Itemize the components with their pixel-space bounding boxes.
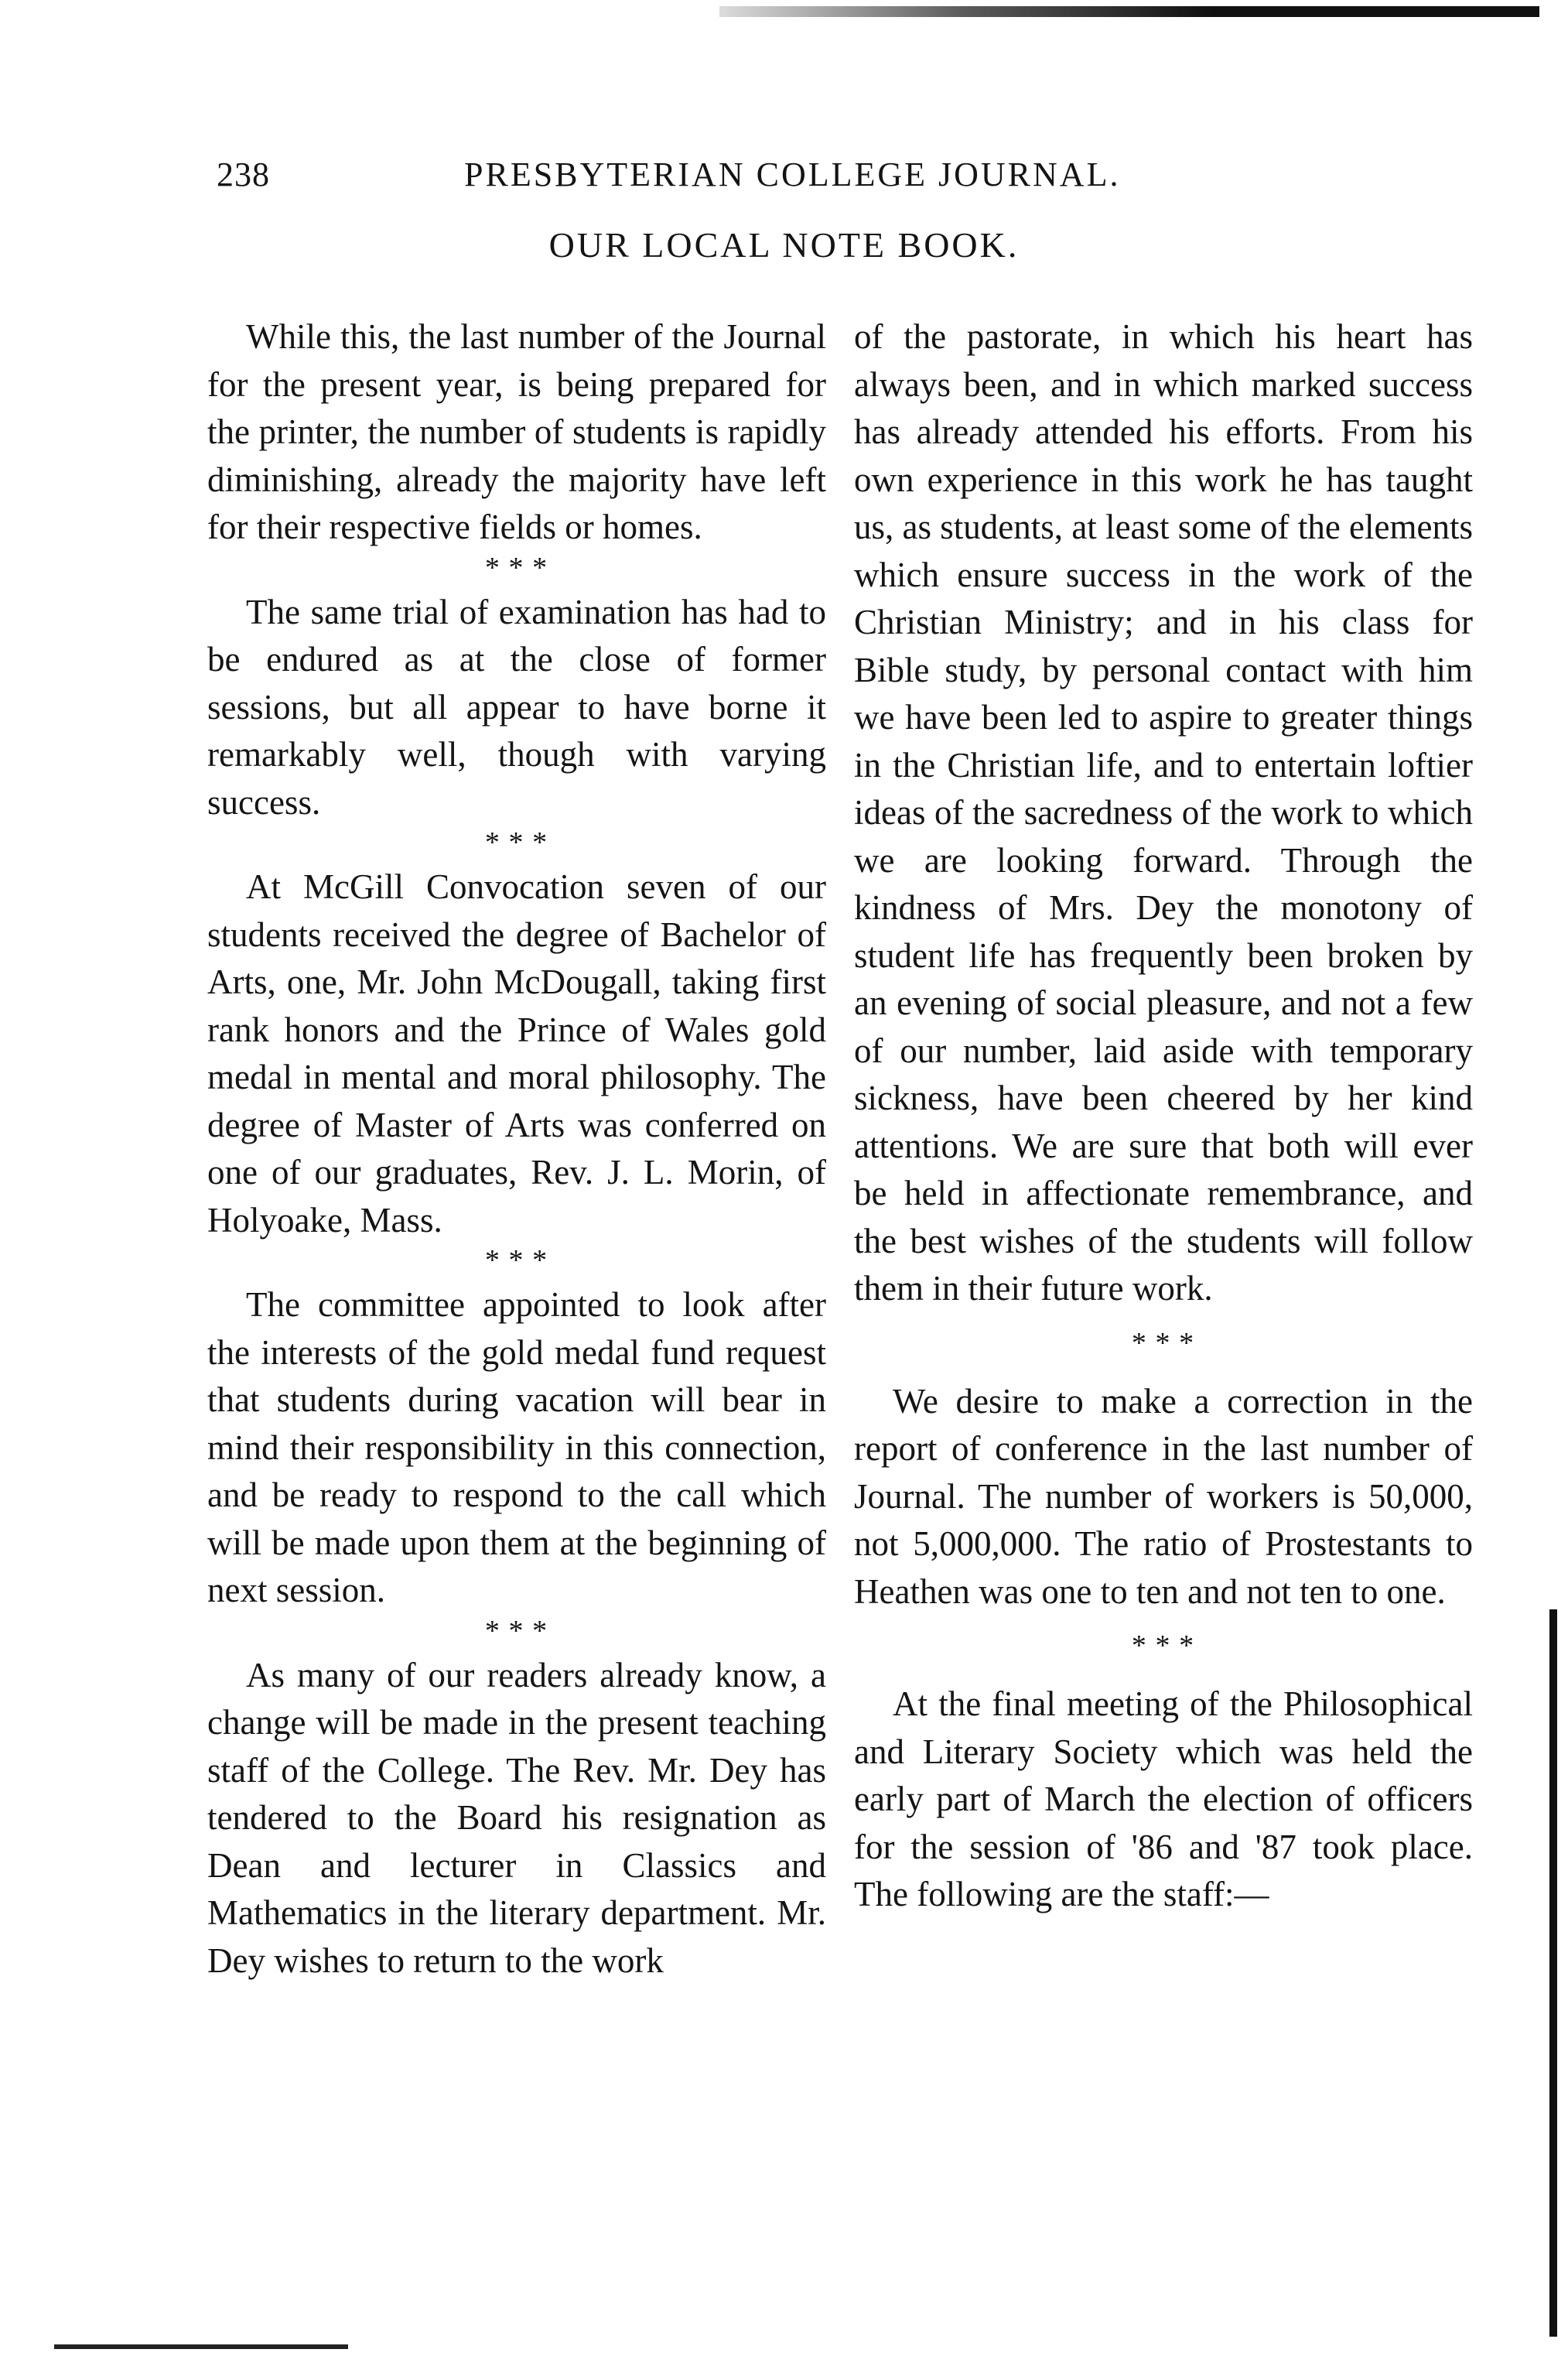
asterism-separator: * * *: [1131, 1629, 1196, 1662]
paragraph-closing-students: While this, the last number of the Journal for the present year, is being prepared for the printer, the number of students is rapidly diminishing, already the majority have left for their respective fields or homes.: [207, 317, 826, 546]
paragraph-correction: We desire to make a correction in the report of conference in the last number of Journal. The number of workers is 50,000, not 5,000,000. The ratio of Prostestants to Heathen was one to ten and not ten to one.: [854, 1381, 1473, 1611]
page-number: 238: [217, 156, 270, 193]
section-title: OUR LOCAL NOTE BOOK.: [548, 225, 1020, 265]
paragraph-mr-dey-continued: of the pastorate, in which his heart has always been, and in which marked success has already attended his efforts. From his own experience in this work he has taught us, as students, at least some of the elements which ensure success in the work of the Christian Ministry; and in his class for Bible study, by personal contact with him we have been led to aspire to greater things in the Christian life, and to entertain loftier ideas of the sacredness of the work to which we are looking forward. Through the kindness of Mrs. Dey the monotony of student life has frequently been broken by an evening of social pleasure, and not a few of our number, laid aside with temporary sickness, have been cheered by her kind attentions. We are sure that both will ever be held in affectionate remembrance, and the best wishes of the students will follow them in their future work.: [854, 317, 1473, 1308]
paragraph-examinations: The same trial of examination has had to be endured as at the close of former sessions, but all appear to have borne it remarkably well, though with varying success.: [207, 592, 826, 822]
paragraph-teaching-staff-change: As many of our readers already know, a change will be made in the present teaching staff of the College. The Rev. Mr. Dey has tendered to the Board his resignation as Dean and lecturer in Classics and Mathematics in the literary department. Mr. Dey wishes to return to the work: [207, 1655, 826, 1980]
right-column: [854, 313, 1473, 1919]
paragraph-society-election: At the final meeting of the Philosophical and Literary Society which was held the early part of March the election of officers for the session of '86 and '87 took place. The following are the staff:—: [854, 1684, 1473, 1913]
left-column: [207, 313, 826, 1985]
paragraph-mcgill-convocation: At McGill Convocation seven of our students received the degree of Bachelor of Arts, one, Mr. John McDougall, taking first rank honors and the Prince of Wales gold medal in mental and moral philosophy. The degree of Master of Arts was conferred on one of our graduates, Rev. J. L. Morin, of Holyoake, Mass.: [207, 867, 826, 1240]
asterism-separator: * * *: [484, 826, 549, 859]
bottom-edge-rule: [54, 2344, 348, 2349]
asterism-separator: * * *: [484, 551, 549, 584]
asterism-separator: * * *: [484, 1614, 549, 1647]
asterism-separator: * * *: [484, 1244, 549, 1277]
right-edge-rule: [1549, 1609, 1557, 2337]
asterism-separator: * * *: [1131, 1326, 1196, 1359]
page-header: [0, 155, 1568, 201]
paragraph-gold-medal-fund: The committee appointed to look after the interests of the gold medal fund request that students during vacation will bear in mind their responsibility in this connection, and be ready to respond to the call which will be made upon them at the beginning of next session.: [207, 1285, 826, 1609]
running-title: PRESBYTERIAN COLLEGE JOURNAL.: [464, 156, 1121, 193]
top-edge-rule: [719, 6, 1539, 17]
